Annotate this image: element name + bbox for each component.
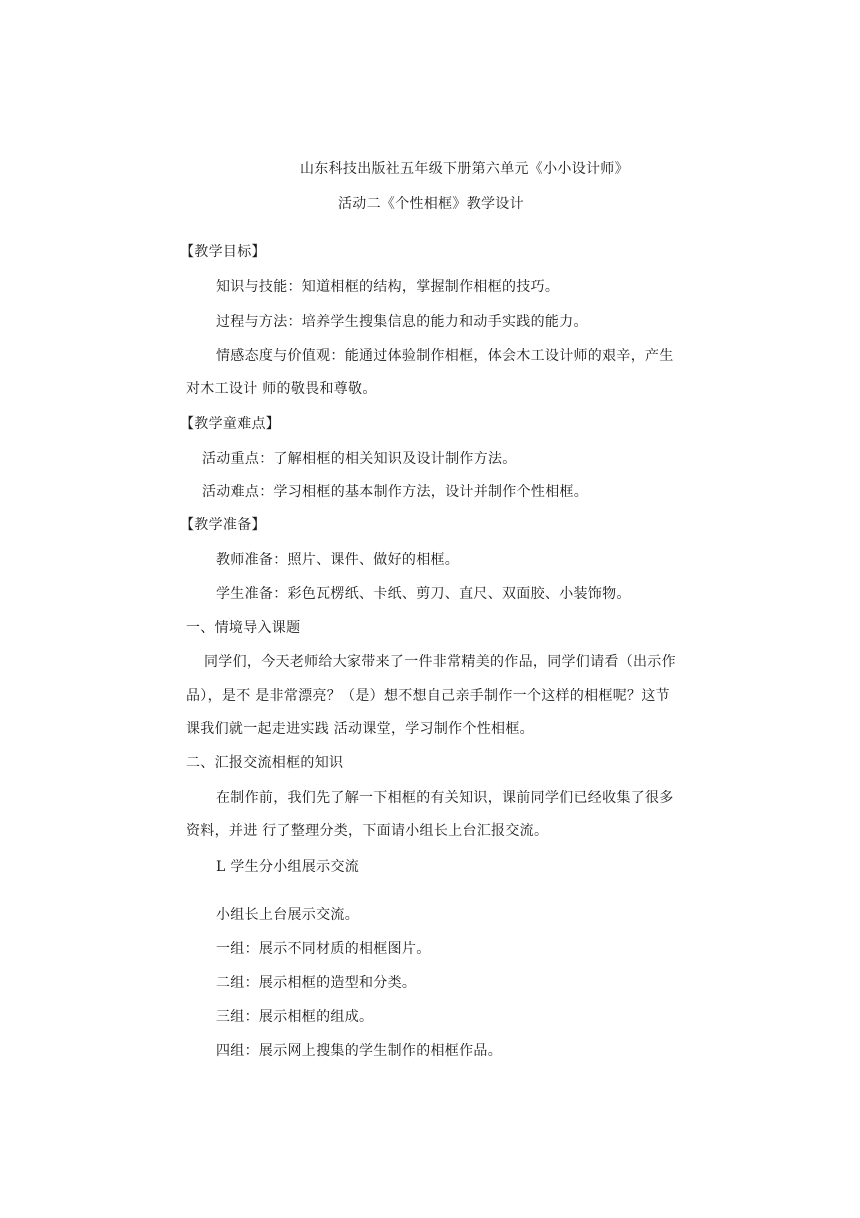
intro-line1: 同学们，今天老师给大家带来了一件非常精美的作品，同学们请看（出示作 — [204, 654, 676, 670]
group-3-item: 三组：展示相框的组成。 — [216, 1009, 374, 1025]
difficulties-heading: 【教学童难点】 — [180, 416, 281, 432]
report-line1: 在制作前，我们先了解一下相框的有关知识，课前同学们已经收集了很多 — [216, 790, 674, 806]
document-subtitle: 活动二《个性相框》教学设计 — [338, 196, 524, 212]
leader-presentation: 小组长上台展示交流。 — [216, 907, 359, 923]
group-2-item: 二组：展示相框的造型和分类。 — [216, 975, 417, 991]
report-line2: 资料，并进 行了整理分类，下面请小组长上台汇报交流。 — [186, 823, 549, 839]
group-4-item: 四组：展示网上搜集的学生制作的相框作品。 — [216, 1043, 502, 1059]
intro-line2: 品），是不 是非常漂亮？（是）想不想自己亲手制作一个这样的相框呢？这节 — [186, 688, 670, 704]
teacher-preparation: 教师准备：照片、课件、做好的相框。 — [216, 552, 460, 568]
document-title: 山东科技出版社五年级下册第六单元《小小设计师》 — [300, 161, 629, 177]
objective-process: 过程与方法：培养学生搜集信息的能力和动手实践的能力。 — [216, 314, 588, 330]
objective-emotion-line2: 对木工设计 师的敬畏和尊敬。 — [186, 381, 377, 397]
difficult-point: 活动难点：学习相框的基本制作方法，设计并制作个性相框。 — [202, 484, 589, 500]
report-heading: 二、汇报交流相框的知识 — [186, 755, 344, 771]
group-1-item: 一组：展示不同材质的相框图片。 — [216, 941, 431, 957]
key-point: 活动重点：了解相框的相关知识及设计制作方法。 — [202, 451, 517, 467]
preparation-heading: 【教学准备】 — [180, 517, 266, 533]
student-preparation: 学生准备：彩色瓦楞纸、卡纸、剪刀、直尺、双面胶、小装饰物。 — [216, 586, 631, 602]
intro-heading: 一、情境导入课题 — [186, 620, 301, 636]
objectives-heading: 【教学目标】 — [180, 244, 266, 260]
intro-line3: 课我们就一起走进实践 活动课堂，学习制作个性相框。 — [186, 721, 534, 737]
objective-emotion-line1: 情感态度与价值观：能通过体验制作相框，体会木工设计师的艰辛，产生 — [216, 348, 674, 364]
report-sub-heading: L 学生分小组展示交流 — [216, 859, 360, 875]
objective-knowledge: 知识与技能：知道相框的结构，掌握制作相框的技巧。 — [216, 279, 560, 295]
